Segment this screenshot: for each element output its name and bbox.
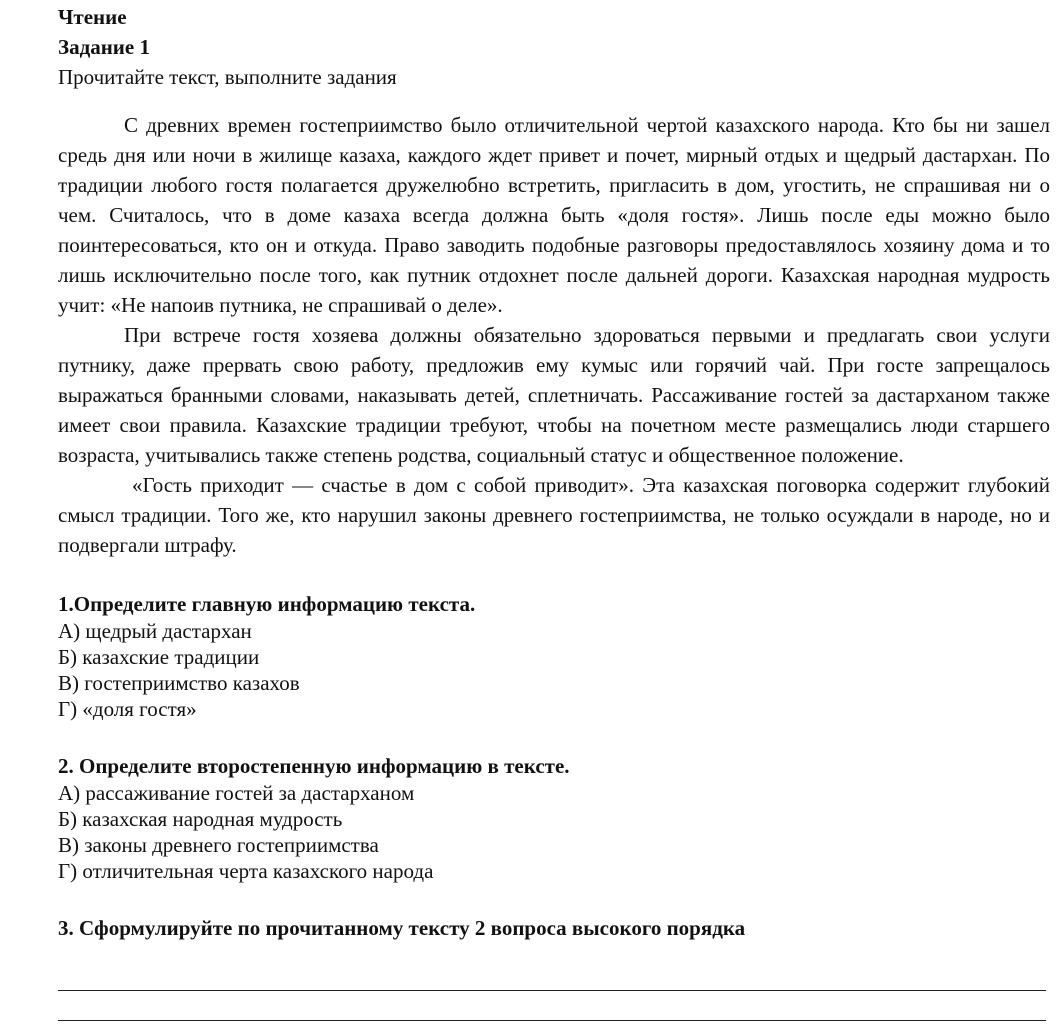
answer-option[interactable]: В) гостеприимство казахов [58,671,300,695]
question-2 [58,752,1050,884]
reading-text [58,110,1050,560]
answer-option[interactable]: А) щедрый дастархан [58,619,252,643]
question-title: 2. Определите второстепенную информацию в тексте. [58,754,570,778]
text-paragraph: При встрече гостя хозяева должны обязательно здороваться первыми и предлагать свои услуги путнику, даже прервать свою работу, предложив ему кумыс или горячий чай. При госте запрещалось выражаться бранными словами, наказывать детей, сплетничать. Рассаживание гостей за дастарханом также имеет свои правила. Казахские традиции требуют, чтобы на почетном месте размещались люди старшего возраста, учитывались также степень родства, социальный статус и общественное положение. [58,323,1050,467]
question-1 [58,590,1050,722]
worksheet-page [58,0,1050,942]
answer-option[interactable]: В) законы древнего гостеприимства [58,833,379,857]
question-3 [58,914,1050,942]
answer-option[interactable]: Б) казахские традиции [58,645,260,669]
task-instruction: Прочитайте текст, выполните задания [58,65,397,89]
answer-option[interactable]: Г) «доля гостя» [58,697,197,721]
answer-option[interactable]: Г) отличительная черта казахского народа [58,859,434,883]
answer-option[interactable]: Б) казахская народная мудрость [58,807,343,831]
section-title: Чтение [58,5,127,29]
text-paragraph: С древних времен гостеприимство было отличительной чертой казахского народа. Кто бы ни зашел средь дня или ночи в жилище казаха, каждого ждет привет и почет, мирный отдых и щедрый дастархан. По традиции любого гостя полагается дружелюбно встретить, пригласить в дом, угостить, не спрашивая ни о чем. Считалось, что в доме казаха всегда должна быть «доля гостя». Лишь после еды можно было поинтересоваться, кто он и откуда. Право заводить подобные разговоры предоставлялось хозяину дома и то лишь исключительно после того, как путник отдохнет после дальней дороги. Казахская народная мудрость учит: «Не напоив путника, не спрашивай о деле». [58,113,1050,317]
answer-line[interactable] [58,990,1046,991]
answer-line[interactable] [58,1020,1046,1021]
text-paragraph: «Гость приходит — счастье в дом с собой приводит». Эта казахская поговорка содержит глубокий смысл традиции. Того же, кто нарушил законы древнего гостеприимства, не только осуждали в народе, но и подвергали штрафу. [58,473,1050,557]
task-title: Задание 1 [58,35,150,59]
answer-option[interactable]: А) рассаживание гостей за дастарханом [58,781,415,805]
question-title: 3. Сформулируйте по прочитанному тексту 2 вопроса высокого порядка [58,916,746,940]
question-title: 1.Определите главную информацию текста. [58,592,476,616]
